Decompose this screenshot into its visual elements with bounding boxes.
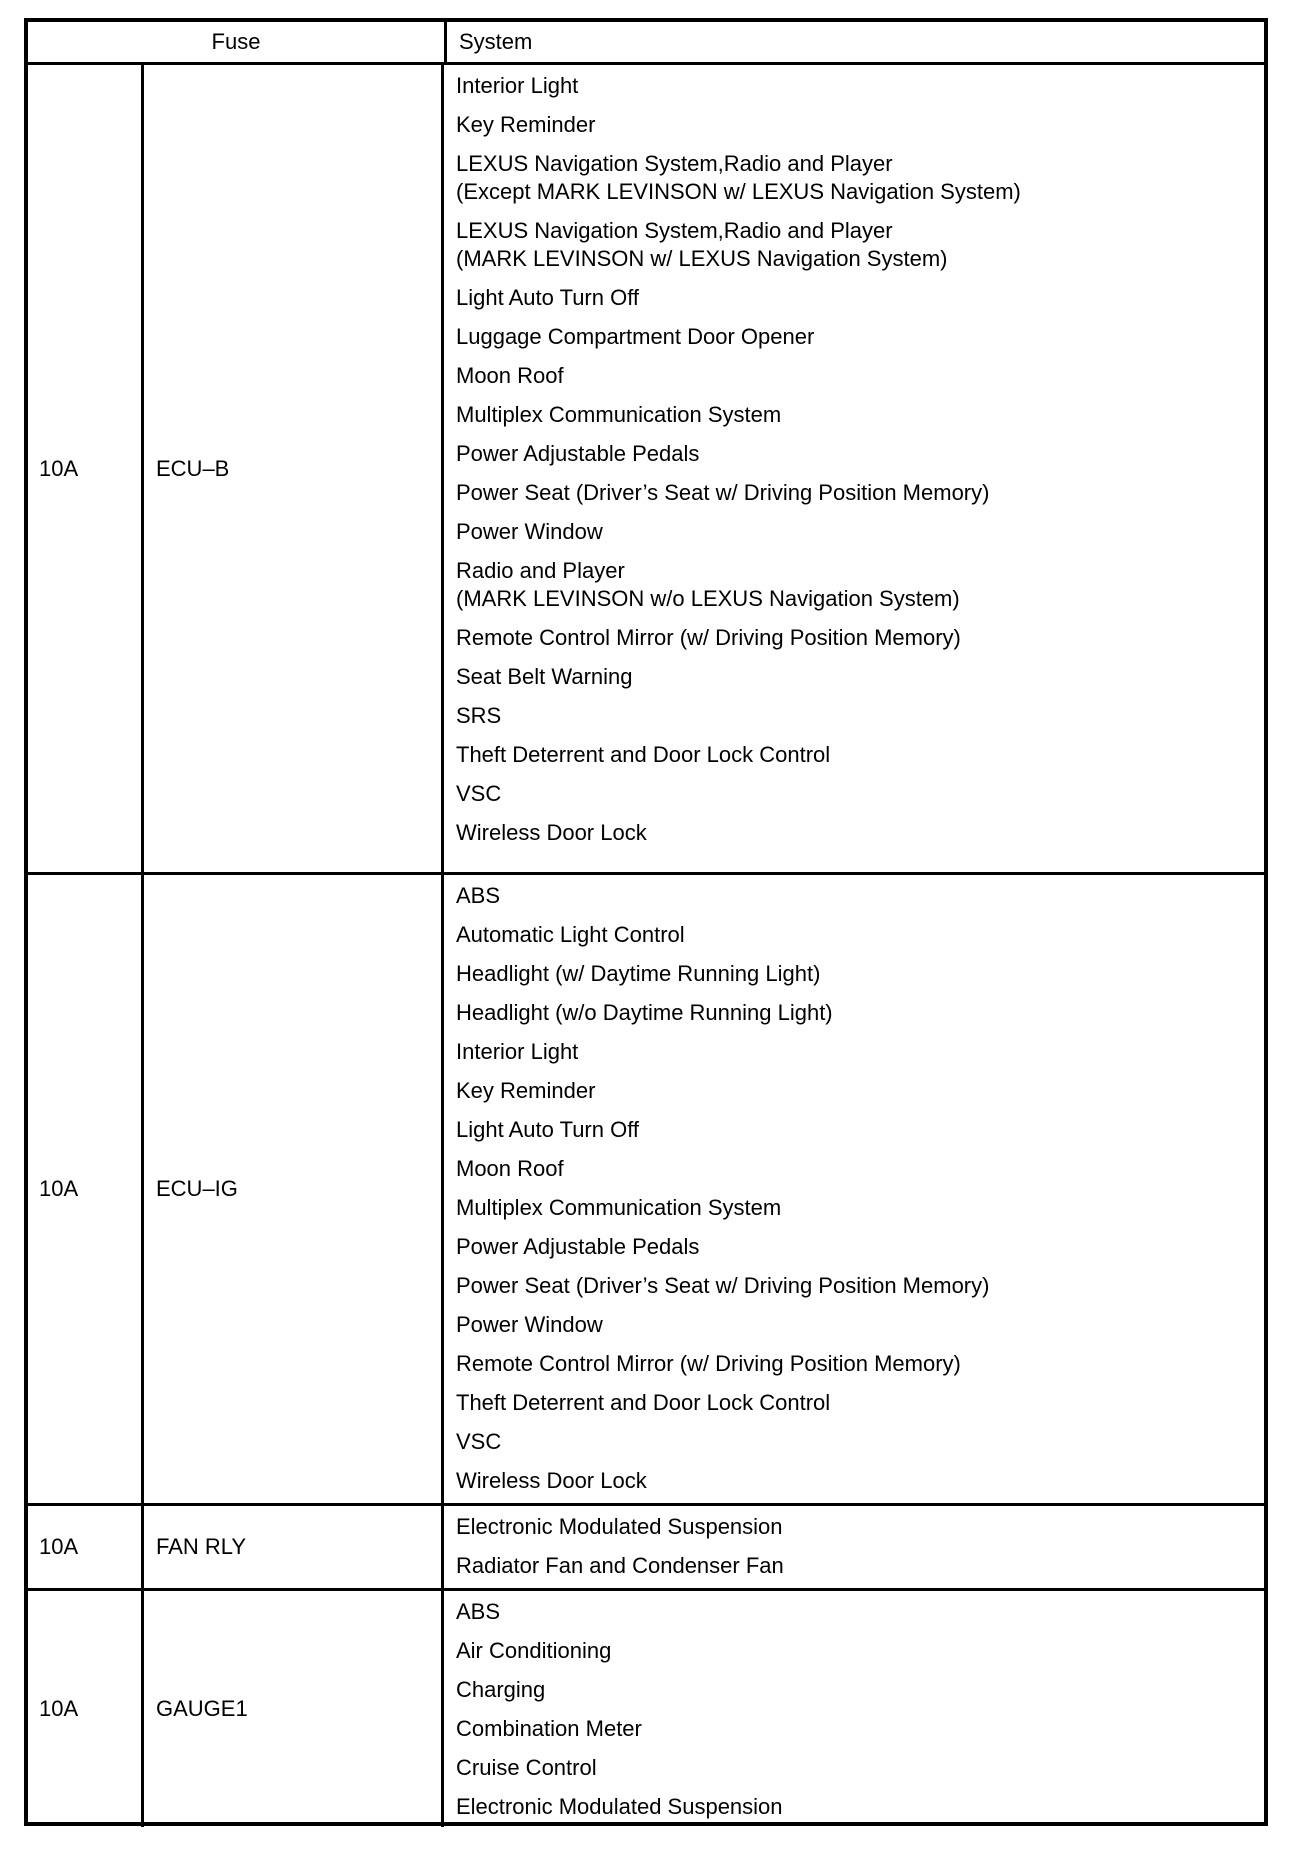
system-line: Theft Deterrent and Door Lock Control (456, 742, 831, 767)
system-line: Power Seat (Driver’s Seat w/ Driving Position Memory) (456, 1273, 990, 1298)
fuse-name: GAUGE1 (144, 1591, 444, 1827)
system-line: Moon Roof (456, 363, 564, 388)
fuse-name: ECU–IG (144, 875, 444, 1503)
system-item (456, 1111, 1254, 1150)
system-item (456, 1228, 1254, 1267)
table-row-ecu-ig (28, 872, 1264, 1503)
system-item (456, 1267, 1254, 1306)
system-item (456, 1788, 1254, 1827)
system-item (456, 697, 1254, 736)
system-line: Luggage Compartment Door Opener (456, 324, 815, 349)
system-item (456, 955, 1254, 994)
system-item (456, 1423, 1254, 1462)
system-line: Interior Light (456, 1039, 579, 1064)
system-item (456, 1345, 1254, 1384)
system-line: Key Reminder (456, 112, 596, 137)
system-item (456, 396, 1254, 435)
system-item (456, 619, 1254, 658)
system-line: ABS (456, 883, 501, 908)
system-item (456, 916, 1254, 955)
system-item (456, 736, 1254, 775)
system-line: (MARK LEVINSON w/o LEXUS Navigation System) (456, 586, 960, 611)
system-line: VSC (456, 781, 502, 806)
system-item (456, 658, 1254, 697)
fuse-amperage: 10A (28, 1591, 144, 1827)
system-item (456, 106, 1254, 145)
system-item (456, 814, 1254, 853)
system-item (456, 1306, 1254, 1345)
systems-list (444, 875, 1264, 1503)
system-item (456, 513, 1254, 552)
system-item (456, 552, 1254, 619)
system-item (456, 1710, 1254, 1749)
system-item (456, 1072, 1254, 1111)
system-item (456, 1033, 1254, 1072)
system-line: Electronic Modulated Suspension (456, 1514, 783, 1539)
system-line: LEXUS Navigation System,Radio and Player (456, 218, 893, 243)
system-line: Wireless Door Lock (456, 1468, 647, 1493)
system-line: Interior Light (456, 73, 579, 98)
system-item (456, 145, 1254, 212)
system-item (456, 994, 1254, 1033)
system-line: Headlight (w/ Daytime Running Light) (456, 961, 821, 986)
fuse-amperage: 10A (28, 65, 144, 872)
column-header-fuse: Fuse (28, 22, 447, 62)
table-header-row (28, 22, 1264, 62)
system-item (456, 1384, 1254, 1423)
systems-list (444, 1506, 1264, 1588)
system-line: Cruise Control (456, 1755, 597, 1780)
system-item (456, 1508, 1254, 1547)
system-line: Remote Control Mirror (w/ Driving Position Memory) (456, 1351, 961, 1376)
system-line: Electronic Modulated Suspension (456, 1794, 783, 1819)
system-line: Power Window (456, 519, 603, 544)
system-line: Seat Belt Warning (456, 664, 633, 689)
system-line: Automatic Light Control (456, 922, 685, 947)
system-line: Power Adjustable Pedals (456, 441, 700, 466)
table-row-fan-rly (28, 1503, 1264, 1588)
system-item (456, 877, 1254, 916)
column-header-system: System (459, 29, 533, 54)
system-line: (Except MARK LEVINSON w/ LEXUS Navigation System) (456, 179, 1021, 204)
system-line: Theft Deterrent and Door Lock Control (456, 1390, 831, 1415)
system-item (456, 775, 1254, 814)
system-line: Radio and Player (456, 558, 625, 583)
system-item (456, 1462, 1254, 1501)
system-line: Key Reminder (456, 1078, 596, 1103)
system-item (456, 474, 1254, 513)
fuse-amperage: 10A (28, 875, 144, 1503)
system-line: Wireless Door Lock (456, 820, 647, 845)
fuse-system-table (24, 18, 1268, 1826)
system-item (456, 435, 1254, 474)
system-item (456, 67, 1254, 106)
systems-list (444, 1591, 1264, 1827)
system-item (456, 1671, 1254, 1710)
system-line: Moon Roof (456, 1156, 564, 1181)
systems-list (444, 65, 1264, 872)
system-line: Light Auto Turn Off (456, 1117, 640, 1142)
system-line: Charging (456, 1677, 546, 1702)
system-line: Combination Meter (456, 1716, 642, 1741)
system-line: Multiplex Communication System (456, 402, 782, 427)
fuse-amperage: 10A (28, 1506, 144, 1588)
system-item (456, 1547, 1254, 1586)
system-item (456, 1632, 1254, 1671)
system-item (456, 357, 1254, 396)
system-item (456, 1150, 1254, 1189)
system-item (456, 279, 1254, 318)
system-line: ABS (456, 1599, 501, 1624)
system-line: (MARK LEVINSON w/ LEXUS Navigation System) (456, 246, 948, 271)
fuse-name: ECU–B (144, 65, 444, 872)
system-line: Multiplex Communication System (456, 1195, 782, 1220)
system-line: Power Adjustable Pedals (456, 1234, 700, 1259)
system-line: Air Conditioning (456, 1638, 612, 1663)
fuse-name: FAN RLY (144, 1506, 444, 1588)
system-line: Headlight (w/o Daytime Running Light) (456, 1000, 833, 1025)
table-row-gauge1 (28, 1588, 1264, 1827)
system-line: Power Seat (Driver’s Seat w/ Driving Position Memory) (456, 480, 990, 505)
system-item (456, 1593, 1254, 1632)
system-line: Radiator Fan and Condenser Fan (456, 1553, 784, 1578)
system-item (456, 318, 1254, 357)
system-line: LEXUS Navigation System,Radio and Player (456, 151, 893, 176)
system-line: Remote Control Mirror (w/ Driving Position Memory) (456, 625, 961, 650)
system-line: Light Auto Turn Off (456, 285, 640, 310)
system-item (456, 1189, 1254, 1228)
system-line: Power Window (456, 1312, 603, 1337)
system-line: SRS (456, 703, 502, 728)
system-item (456, 212, 1254, 279)
system-item (456, 1749, 1254, 1788)
system-line: VSC (456, 1429, 502, 1454)
table-row-ecu-b (28, 62, 1264, 872)
